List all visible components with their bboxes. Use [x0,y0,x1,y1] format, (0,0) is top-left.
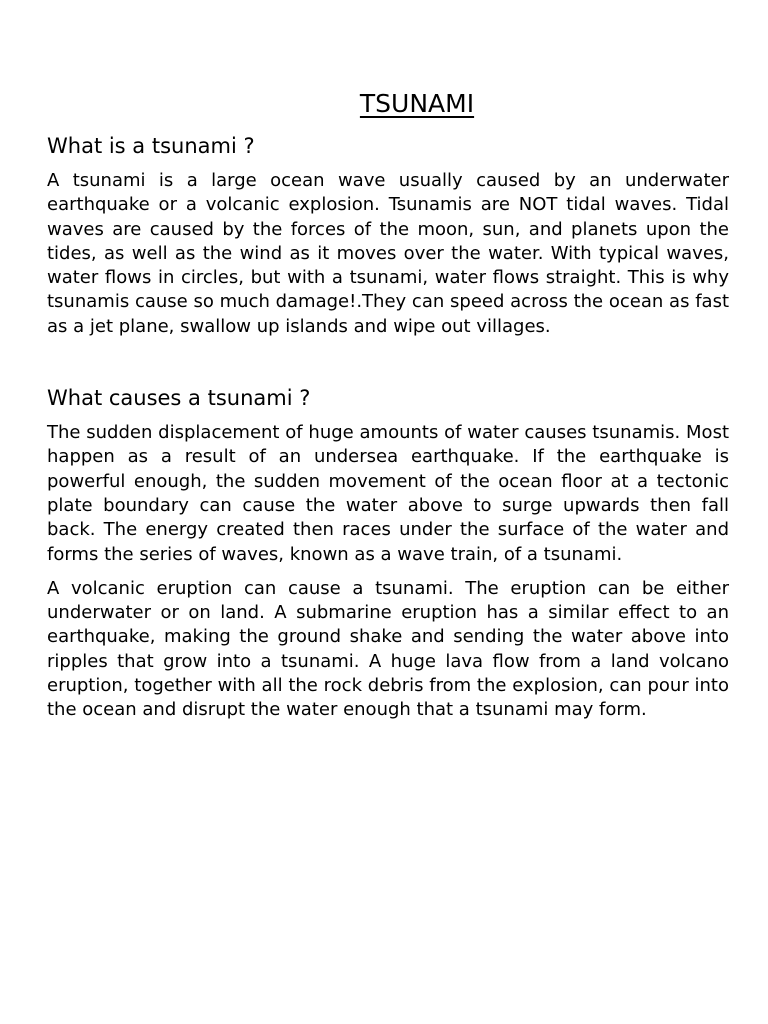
document-title-text: TSUNAMI [359,89,475,118]
paragraph-volcanic-eruption: A volcanic eruption can cause a tsunami. The eruption can be either underwater or on land. A submarine eruption has a similar effect to an earthquake, making the ground shake and sending the water above into ripples that grow into a tsunami. A huge lava flow from a land volcano eruption, together with all the rock debris from the explosion, can pour into the ocean and disrupt the water enough that a tsunami may form. [47,577,729,721]
paragraph-what-is: A tsunami is a large ocean wave usually caused by an underwater earthquake or a volcanic explosion. Tsunamis are NOT tidal waves. Tidal waves are caused by the forces of the moon, sun, and planets upon the tides, as well as the wind as it moves over the water. With typical waves, water flows in circles, but with a tsunami, water flows straight. This is why tsunamis cause so much damage!.They can speed across the ocean as fast as a jet plane, swallow up islands and wipe out villages. [47,170,729,337]
section-heading-what-causes: What causes a tsunami ? [47,386,311,411]
document-title [47,86,729,122]
document-page [47,86,729,723]
paragraph-displacement: The sudden displacement of huge amounts of water causes tsunamis. Most happen as a result of an undersea earthquake. If the earthquake is powerful enough, the sudden movement of the ocean floor at a tectonic plate boundary can cause the water above to surge upwards then fall back. The energy created then races under the surface of the water and forms the series of waves, known as a wave train, of a tsunami. [47,422,729,565]
section-heading-what-is: What is a tsunami ? [47,134,255,158]
